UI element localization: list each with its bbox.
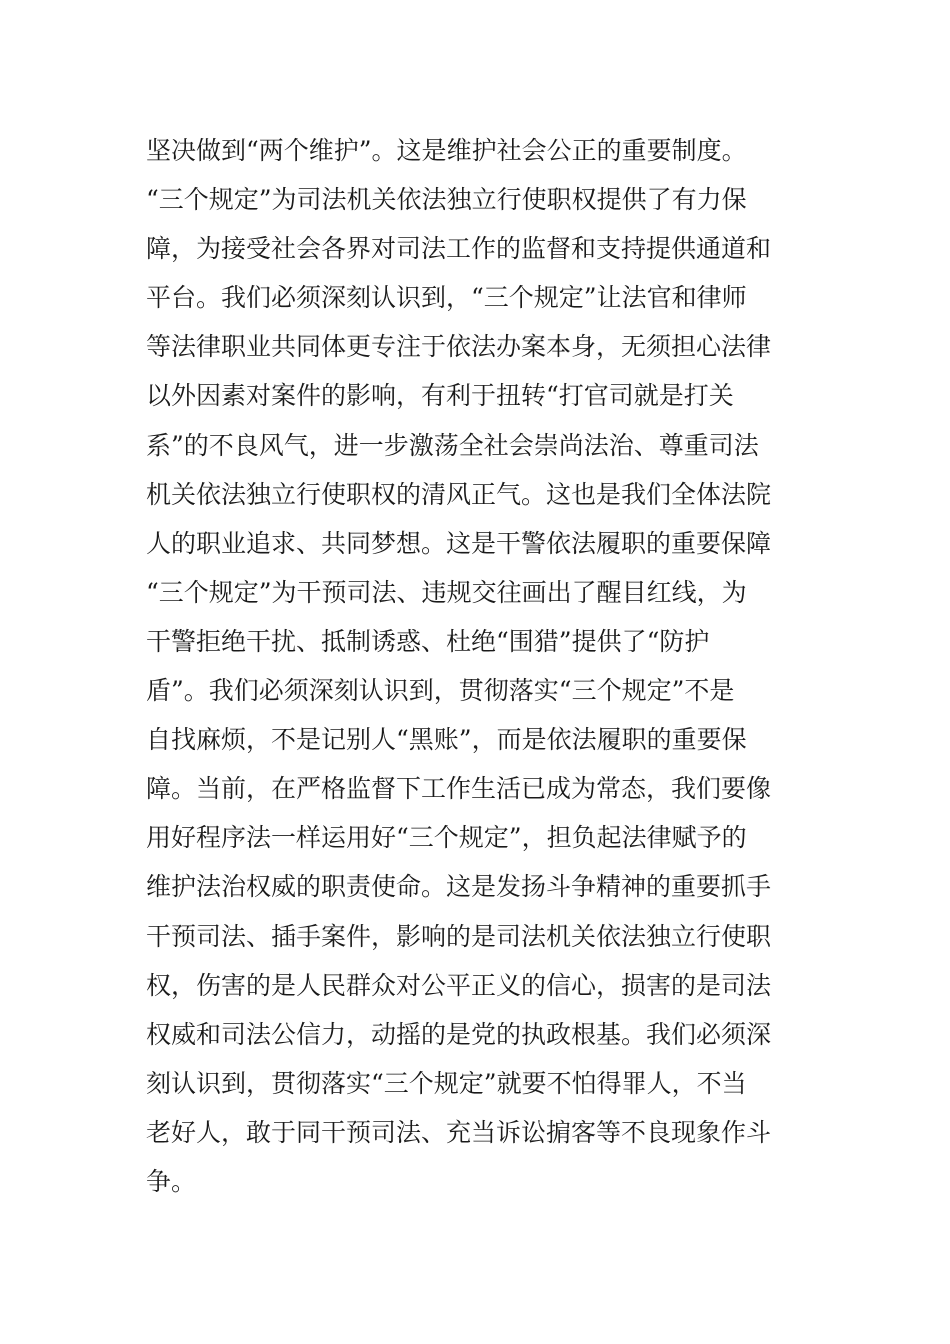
body-text [146, 126, 818, 1206]
text-line: 刻认识到，贯彻落实“三个规定”就要不怕得罪人，不当 [146, 1068, 747, 1098]
text-line: 干警拒绝干扰、抵制诱惑、杜绝“围猎”提供了“防护 [146, 626, 710, 656]
text-line: 盾”。我们必须深刻认识到，贯彻落实“三个规定”不是 [146, 676, 735, 706]
text-line: 障。当前，在严格监督下工作生活已成为常态，我们要像 [146, 774, 772, 804]
text-line: 以外因素对案件的影响，有利于扭转“打官司就是打关 [146, 381, 734, 411]
text-line: 维护法治权威的职责使命。这是发扬斗争精神的重要抓手 [146, 872, 772, 902]
text-line: “三个规定”为干预司法、违规交往画出了醒目红线，为 [146, 577, 747, 607]
text-line: 权，伤害的是人民群众对公平正义的信心，损害的是司法 [146, 970, 772, 1000]
text-line: 老好人，敢于同干预司法、充当诉讼掮客等不良现象作斗 [146, 1117, 772, 1147]
text-line: 平台。我们必须深刻认识到，“三个规定”让法官和律师 [146, 283, 747, 313]
text-line: 干预司法、插手案件，影响的是司法机关依法独立行使职 [146, 921, 772, 951]
text-line: 人的职业追求、共同梦想。这是干警依法履职的重要保障 [146, 528, 772, 558]
text-line: 系”的不良风气，进一步激荡全社会崇尚法治、尊重司法 [146, 430, 759, 460]
text-line: 争。 [146, 1166, 197, 1196]
text-line: “三个规定”为司法机关依法独立行使职权提供了有力保 [146, 185, 747, 215]
text-line: 权威和司法公信力，动摇的是党的执政根基。我们必须深 [146, 1019, 772, 1049]
text-line: 用好程序法一样运用好“三个规定”，担负起法律赋予的 [146, 823, 747, 853]
text-line: 自找麻烦，不是记别人“黑账”，而是依法履职的重要保 [146, 725, 747, 755]
text-line: 障，为接受社会各界对司法工作的监督和支持提供通道和 [146, 234, 772, 264]
text-line: 机关依法独立行使职权的清风正气。这也是我们全体法院 [146, 479, 772, 509]
text-line: 坚决做到“两个维护”。这是维护社会公正的重要制度。 [146, 136, 747, 165]
text-line: 等法律职业共同体更专注于依法办案本身，无须担心法律 [146, 332, 772, 362]
